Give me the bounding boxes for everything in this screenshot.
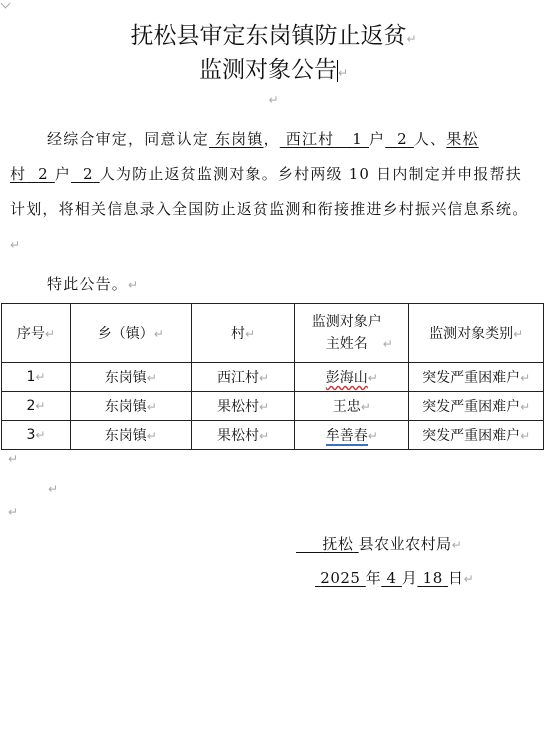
cell-category: 突发严重困难户↵: [409, 363, 544, 392]
cell-village: 果松村↵: [191, 392, 295, 421]
hh1-value: 1: [352, 130, 364, 148]
month-field: [381, 569, 402, 587]
year-unit: 年: [365, 569, 382, 587]
year-value: 2025: [320, 569, 361, 587]
header-category: 监测对象类别↵: [409, 304, 544, 363]
paragraph-mark-icon: ↵: [451, 538, 463, 552]
ppl2-value: 2: [83, 165, 94, 183]
header-index: 序号↵: [2, 304, 71, 363]
cell-category: 突发严重困难户↵: [409, 421, 544, 450]
cell-village: 西江村↵: [191, 363, 295, 392]
hh2-value: 2: [38, 165, 49, 183]
notice-closing: 特此公告。: [47, 275, 129, 293]
blank-line: [0, 89, 547, 108]
title-line-2: [0, 51, 547, 84]
day-field: [417, 569, 448, 587]
monitoring-table: [1, 303, 544, 450]
header-village: 村↵: [191, 304, 295, 363]
signature-org: [296, 533, 462, 554]
cell-householder: 彭海山↵: [295, 363, 409, 392]
notice-lead: 经综合审定，同意认定: [47, 130, 210, 148]
ppl1-field: [385, 130, 414, 148]
village1-value: 西江村: [285, 130, 335, 148]
title-line-2-text: 监测对象公告: [198, 57, 337, 83]
month-value: 4: [386, 569, 397, 587]
paragraph-mark-icon: ↵: [48, 482, 59, 496]
town-field: [209, 130, 264, 148]
paragraph-mark-icon: ↵: [268, 93, 279, 107]
town-value: 东岗镇: [214, 130, 264, 148]
title-line-1: [0, 17, 547, 50]
table-row: [2, 421, 544, 450]
notice-paragraph-1: [10, 122, 535, 263]
page-corner-mark: [1, 0, 11, 8]
notice-paragraph-2: [10, 267, 535, 303]
cell-town: 东岗镇↵: [70, 421, 191, 450]
paragraph-mark-icon: ↵: [8, 505, 19, 519]
month-unit: 月: [401, 569, 418, 587]
county-field: [296, 535, 359, 553]
cell-town: 东岗镇↵: [70, 392, 191, 421]
paragraph-mark-icon: ↵: [8, 452, 19, 466]
title-line-1-text: 抚松县审定东岗镇防止返贫: [130, 23, 407, 49]
table-row: [2, 392, 544, 421]
day-value: 18: [422, 569, 443, 587]
town-suffix: ，: [263, 130, 280, 148]
village1-field: [280, 130, 347, 148]
ppl1-value: 2: [397, 130, 408, 148]
table-row: [2, 363, 544, 392]
hh-unit: 户: [369, 130, 386, 148]
paragraph-mark-icon: ↵: [463, 572, 475, 586]
cell-town: 东岗镇↵: [70, 363, 191, 392]
year-field: [315, 569, 366, 587]
paragraph-mark-icon: ↵: [128, 278, 140, 292]
hh-unit-2: 户: [54, 165, 72, 183]
header-town: 乡（镇）↵: [70, 304, 191, 363]
paragraph-mark-icon: ↵: [10, 238, 22, 252]
paragraph-mark-icon: ↵: [337, 66, 349, 80]
notice-tail: 人为防止返贫监测对象。乡村两级 10 日内制定并申报帮扶计划，将相关信息录入全国防止返贫监测和衔接推进乡村振兴信息系统。: [10, 165, 529, 218]
cell-index: 2↵: [2, 392, 71, 421]
cell-index: 3↵: [2, 421, 71, 450]
paragraph-mark-icon: ↵: [406, 32, 417, 46]
day-unit: 日: [448, 569, 464, 587]
signature-date: [315, 567, 474, 588]
cell-village: 果松村↵: [191, 421, 295, 450]
cell-householder: 牟善春↵: [295, 421, 409, 450]
hh1-field: [346, 130, 369, 148]
header-householder: 监测对象户主姓名 ↵: [295, 304, 409, 363]
county-value: 抚松: [322, 535, 354, 553]
village2-value: 果松村: [10, 130, 479, 183]
cell-householder: 王忠↵: [295, 392, 409, 421]
cell-category: 突发严重困难户↵: [409, 392, 544, 421]
ppl-unit: 人、: [413, 130, 447, 148]
cell-index: 1↵: [2, 363, 71, 392]
org-name: 县农业农村局: [358, 535, 452, 553]
table-header-row: [2, 304, 544, 363]
ppl2-field: [71, 165, 100, 183]
